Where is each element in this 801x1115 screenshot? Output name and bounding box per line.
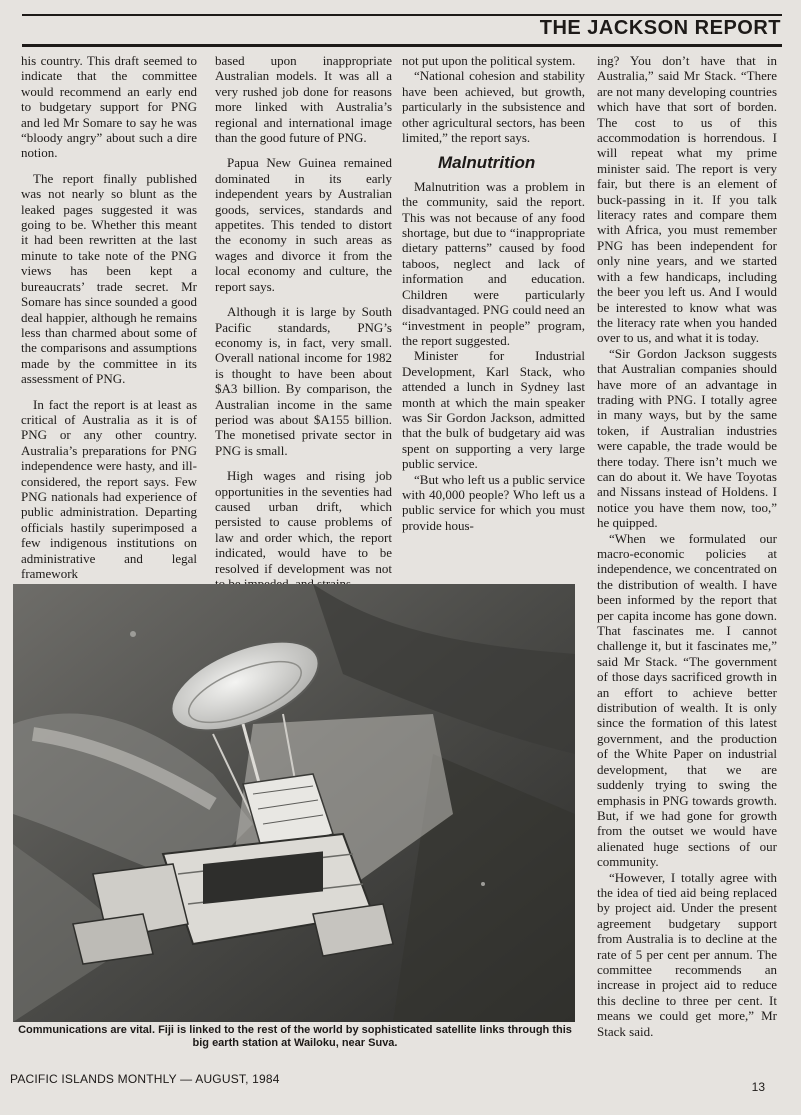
paragraph: his country. This draft seemed to indicate that the committee would recommend an early end to budgetary support for PNG and led Mr Somare to say he was “bloody angry” about such a dire notion. xyxy=(21,53,197,161)
paragraph: High wages and rising job opportunities in the seventies had caused urban drift, which persisted to cause problems of law and order which, the report indicated, would have to be resolved if development was not xyxy=(215,468,392,576)
paragraph: “Sir Gordon Jackson suggests that Australian companies should have more of an advantage in trading with PNG. I totally agree in many ways, but by the same token, if Australian industries were capable, the trade would be there today. There isn’t much we can do about it. We have Toyotas and Nissans instead of Holdens. I notice you have them now, too,” he quipped. xyxy=(597,345,777,531)
satellite-dish-image xyxy=(13,584,575,1022)
paragraph: Papua New Guinea remained dominated in its early independent years by Australian goods, services, standards and appetites. This tended to distort the economy in such areas as wages and divorce it from the local economy and culture, the report says. xyxy=(215,155,392,294)
page-number: 13 xyxy=(751,1080,765,1094)
paragraph: ing? You don’t have that in Australia,” said Mr Stack. “There are not many developing countries which have that sort of borden. The cost to us of this accommodation is horrendous. I will repeat what my prime minister said. The report is very fair, but there is an element of buck-passing in it. If you talk literacy rates and compare them with Africa, you must remember PNG has been independent for only nine years, and we started with a few handicaps, including the beer you left us. And I would be interested to know what was the literacy rate when you handed over to us, and what it is today. xyxy=(597,53,777,346)
paragraph: based upon inappropriate Australian models. It was all a very rushed job done for reasons more linked with Australia’s regional and international image than the good future of PNG. xyxy=(215,53,392,146)
section-title: THE JACKSON REPORT xyxy=(539,17,781,39)
subheading: Malnutrition xyxy=(438,153,536,173)
paragraph: “When we formulated our macro-economic policies at independence, we concentrated on the distribution of wealth. I have been informed by the report that per capita income has gone down. That fascinates me. I cannot challenge it, but it fascinates me,” said Mr Stack. “The government of those days sacrificed growth in an effort to achieve better distribution of wealth. It is only since the formation of this latest government, and the production of the White Paper on industrial development, that we are suddenly trying to swing the emphasis in PNG towards growth. But, if we had gone for growth from the outset we would have alienated huge sections of our community. xyxy=(597,530,777,870)
paragraph: “National cohesion and stability have been achieved, but growth, particularly in the subsistence and other agricultural sectors, has been limited,” the report says. xyxy=(402,68,585,146)
paragraph: The report finally published was not nearly so blunt as the leaked pages suggested it was going to be. Whether this meant it had been rewritten at the last minute to take note of the PNG views has been kept a bureaucrats’ trade secret. Mr Somare has since sounded a good deal happier, although he remains less than charmed about some of the comparisons and assumptions made by the committee in its assessment of PNG. xyxy=(21,170,197,387)
publication-footer: PACIFIC ISLANDS MONTHLY — AUGUST, 1984 xyxy=(10,1072,280,1086)
photo-caption: Communications are vital. Fiji is linked to the rest of the world by sophisticated satellite links through this big earth station at Wailoku, near Suva. xyxy=(18,1024,572,1049)
paragraph: Malnutrition was a problem in the community, said the report. This was not because of any food shortage, but due to “inappropriate dietary patterns” caused by food taboos, neglect and lack of information and education. Children were particularly disadvantaged. PNG could need an “investment in people” program, the report suggested. xyxy=(402,178,585,348)
article-column-3 xyxy=(402,53,585,570)
article-column-4 xyxy=(597,53,777,1057)
paragraph: In fact the report is at least as critical of Australia as it is of PNG or any other country. Australia’s preparations for PNG independence were hasty, and ill-considered, the report says. Few PNG nationals had experience of public administration. Departing officials hastily superimposed a few indigenous institutions on administrative and legal framework xyxy=(21,396,197,581)
top-rule xyxy=(22,14,782,16)
article-column-2 xyxy=(215,53,392,576)
paragraph: “But who left us a public service with 40,000 people? Who left us a public service for which you must provide hous- xyxy=(402,471,585,533)
article-column-1 xyxy=(21,53,197,581)
title-rule xyxy=(22,44,782,47)
paragraph: Although it is large by South Pacific standards, PNG’s economy is, in fact, very small. Overall national income for 1982 is thought to have been about $A3 billion. By comparison, the Australian income in the same period was about $A155 billion. The monetised private sector in PNG is small. xyxy=(215,304,392,458)
paragraph: “However, I totally agree with the idea of tied aid being replaced by project aid. Under the present agreement budgetary support from Australia is to decline at the rate of 5 per cent per annum. The committee recommends an increase in project aid to reduce this decline to three per cent. It means we could get more,” Mr Stack said. xyxy=(597,869,777,1039)
paragraph: not put upon the political system. xyxy=(402,53,576,68)
paragraph: Minister for Industrial Development, Karl Stack, who attended a lunch in Sydney last month at which the main speaker was Sir Gordon Jackson, admitted that the bulk of budgetary aid was spent on supporting a very large public service. xyxy=(402,348,585,472)
earth-station-photo xyxy=(13,584,575,1022)
